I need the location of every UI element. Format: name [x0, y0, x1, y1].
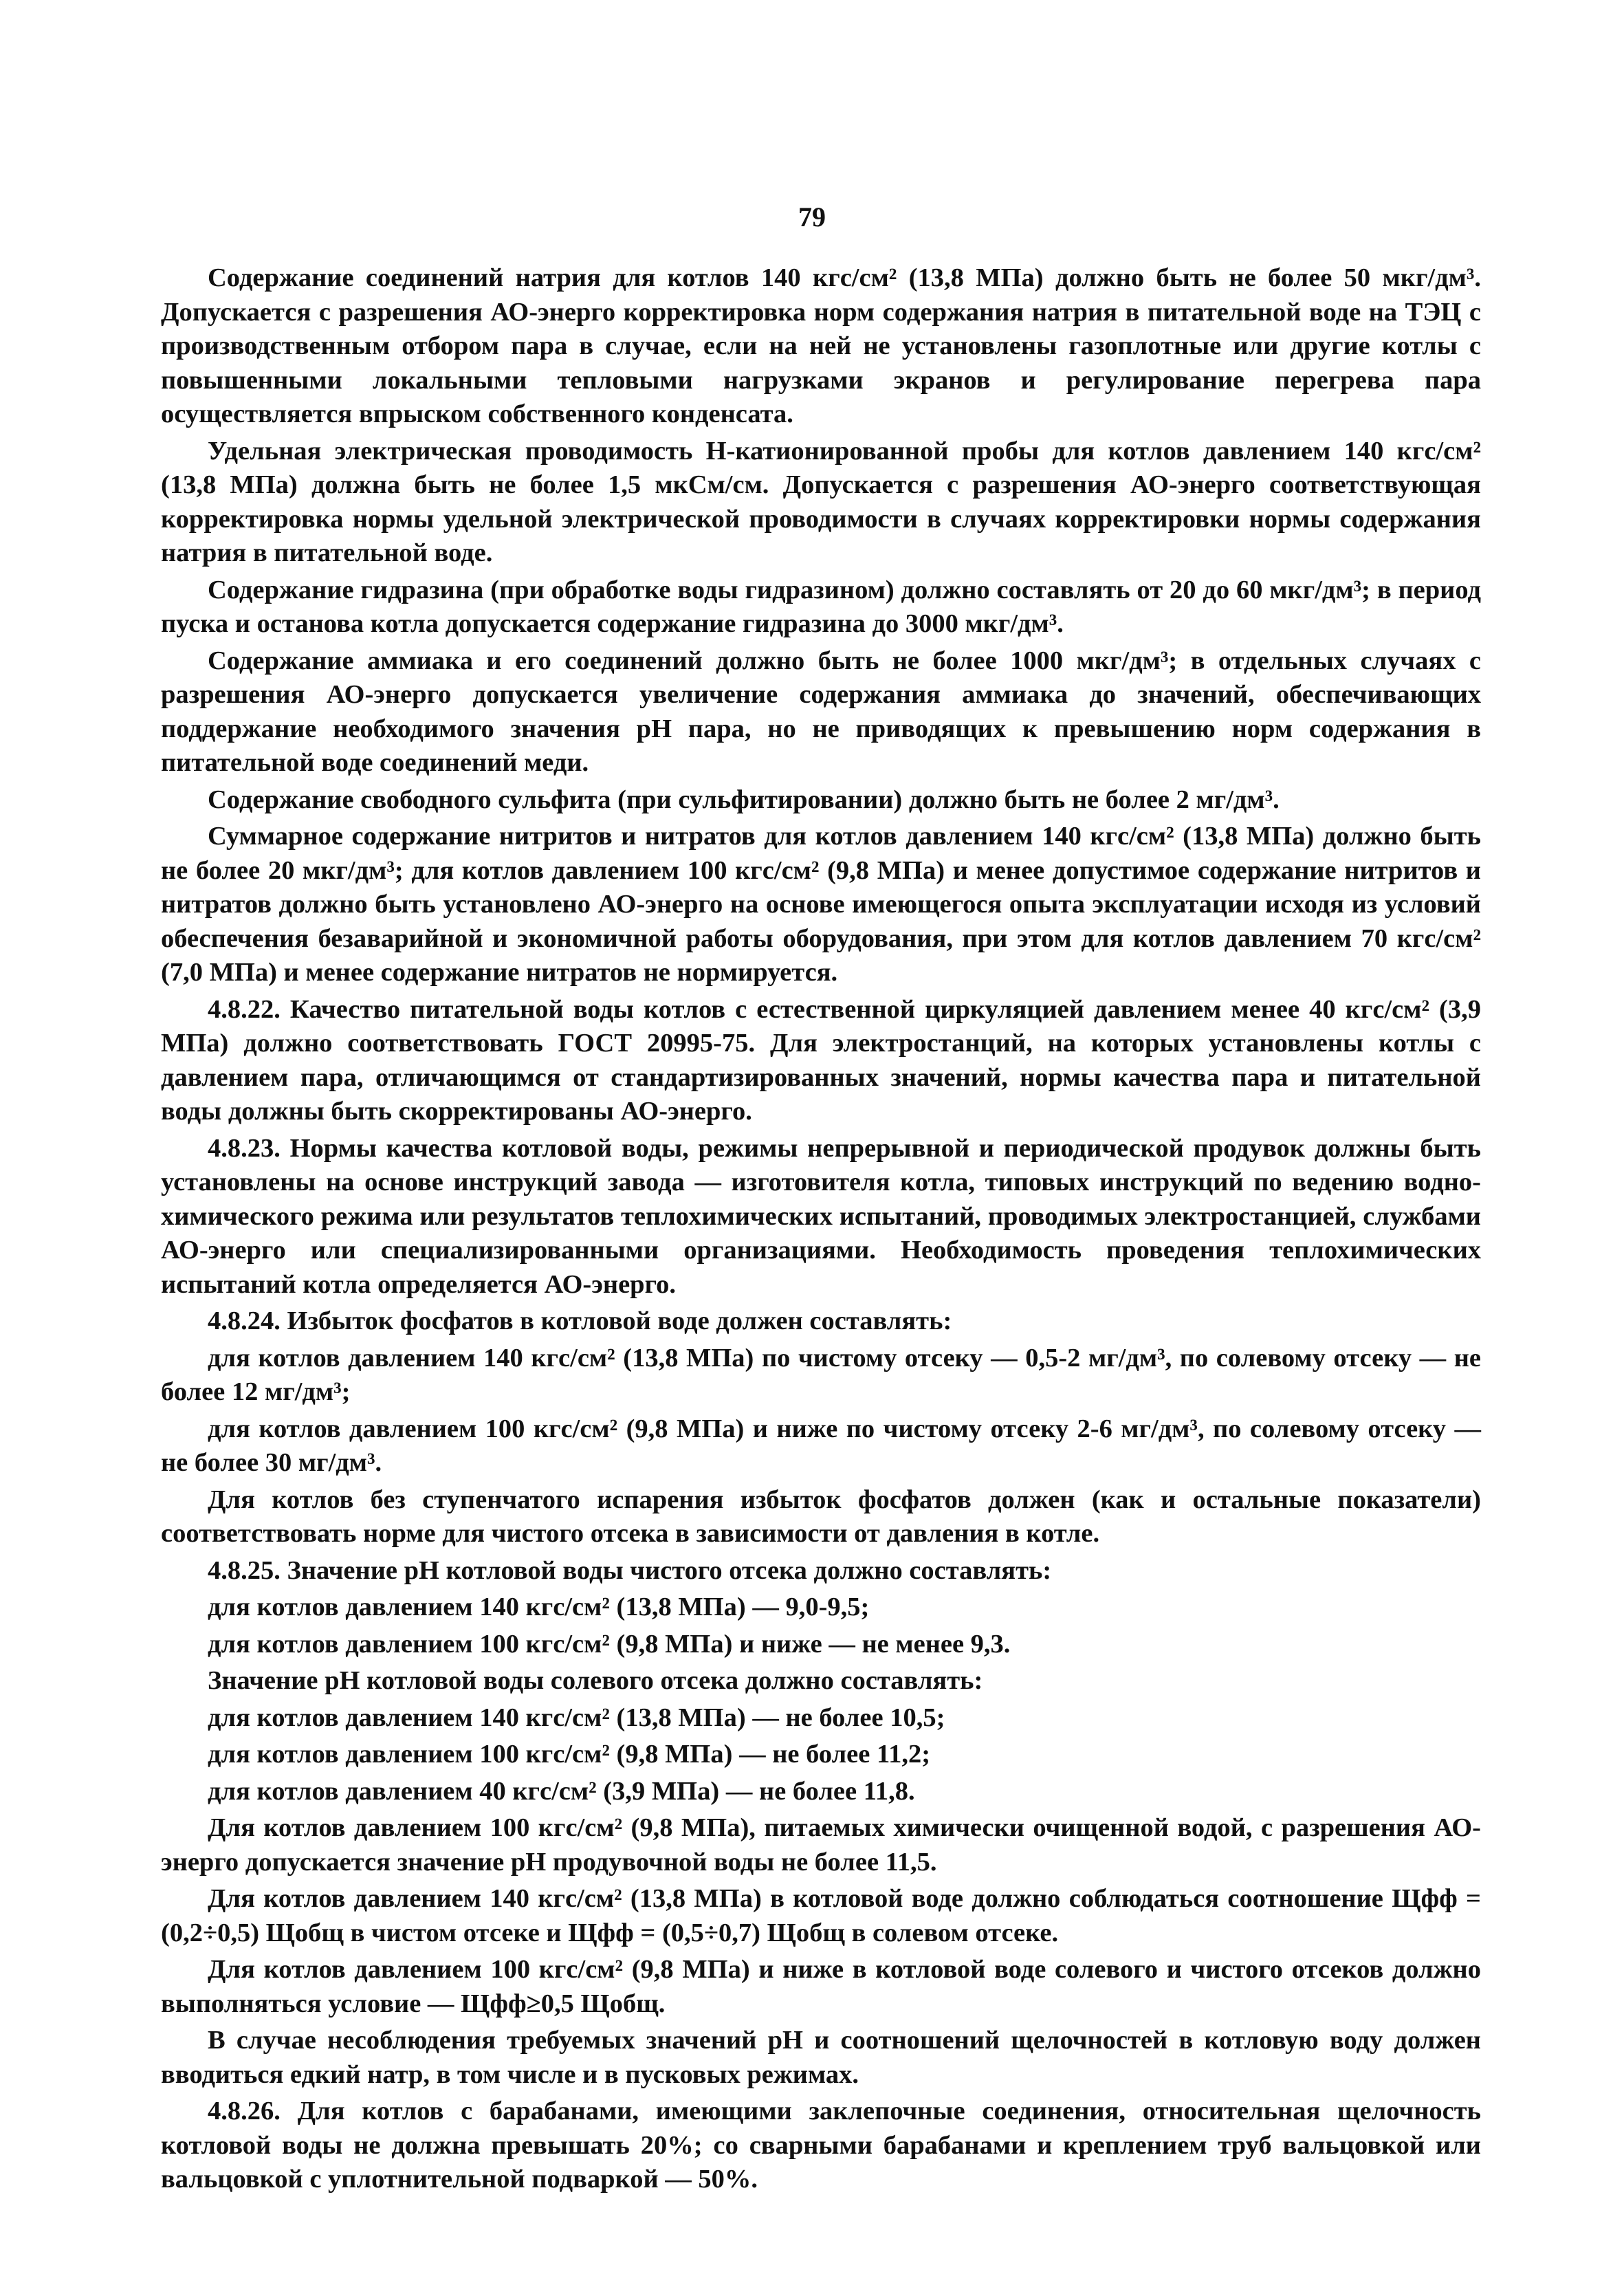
paragraph-conductivity: Удельная электрическая проводимость Н-катионированной пробы для котлов давлением 140 кгс/см² (13,8 МПа) должна быть не более 1,5 мкСм/см. Допускается с разрешения АО-энерго соответствующая корректировка нормы удельной электрической проводимости в случаях корректировки нормы содержания натрия в питательной воде.	[161, 436, 1481, 567]
paragraph-4-8-26: 4.8.26. Для котлов с барабанами, имеющими заклепочные соединения, относительная щелочность котловой воды не должна превышать 20%; со сварными барабанами и креплением труб вальцовкой или вальцовкой с уплотнительной подваркой — 50%.	[161, 2097, 1481, 2194]
paragraph-4-8-22: 4.8.22. Качество питательной воды котлов с естественной циркуляцией давлением менее 40 кгс/см² (3,9 МПа) должно соответствовать ГОСТ 20995-75. Для электростанций, на которых установлены котлы с давлением пара, отличающимся от стандартизированных значений, нормы качества пара и питательной воды должны быть скорректированы АО-энерго.	[161, 994, 1481, 1126]
paragraph-alkalinity-100: Для котлов давлением 100 кгс/см² (9,8 МПа) и ниже в котловой воде солевого и чистого отсеков должно выполняться условие — Щфф≥0,5 Щобщ.	[161, 1955, 1481, 2018]
paragraph-4-8-25: 4.8.25. Значение рН котловой воды чистого отсека должно составлять:	[208, 1555, 1052, 1585]
paragraph-sulfite: Содержание свободного сульфита (при сульфитировании) должно быть не более 2 мг/дм³.	[208, 785, 1280, 814]
paragraph-ph-blowdown: Для котлов давлением 100 кгс/см² (9,8 МПа), питаемых химически очищенной водой, с разрешения АО-энерго допускается значение рН продувочной воды не более 11,5.	[161, 1813, 1481, 1877]
paragraph-phosphates-no-stage: Для котлов без ступенчатого испарения избыток фосфатов должен (как и остальные показатели) соответствовать норме для чистого отсека в зависимости от давления в котле.	[161, 1485, 1481, 1548]
paragraph-alkalinity-140: Для котлов давлением 140 кгс/см² (13,8 МПа) в котловой воде должно соблюдаться соотношение Щфф = (0,2÷0,5) Щобщ в чистом отсеке и Щфф = (0,5÷0,7) Щобщ в солевом отсеке.	[161, 1884, 1481, 1947]
paragraph-4-8-23: 4.8.23. Нормы качества котловой воды, режимы непрерывной и периодической продувок должны быть установлены на основе инструкций завода — изготовителя котла, типовых инструкций по ведению водно-химического режима или результатов теплохимических испытаний, проводимых электростанцией, службами АО-энерго или специализированными организациями. Необходимость проведения теплохимических испытаний котла определяется АО-энерго.	[161, 1133, 1481, 1299]
paragraph-caustic-soda: В случае несоблюдения требуемых значений рН и соотношений щелочностей в котловую воду должен вводиться едкий натр, в том числе и в пусковых режимах.	[161, 2026, 1481, 2089]
list-item: для котлов давлением 140 кгс/см² (13,8 МПа) — 9,0-9,5;	[208, 1593, 870, 1621]
list-item: для котлов давлением 40 кгс/см² (3,9 МПа) — не более 11,8.	[208, 1776, 915, 1806]
list-item: для котлов давлением 100 кгс/см² (9,8 МПа) — не более 11,2;	[208, 1740, 931, 1769]
paragraph-hydrazine: Содержание гидразина (при обработке воды гидразином) должно составлять от 20 до 60 мкг/дм³; в период пуска и останова котла допускается содержание гидразина до 3000 мкг/дм³.	[161, 575, 1481, 638]
paragraph-ammonia: Содержание аммиака и его соединений должно быть не более 1000 мкг/дм³; в отдельных случаях с разрешения АО-энерго допускается увеличение содержания аммиака до значений, обеспечивающих поддержание необходимого значения рН пара, но не приводящих к превышению норм содержания в питательной воде соединений меди.	[161, 646, 1481, 777]
paragraph-nitrites: Суммарное содержание нитритов и нитратов для котлов давлением 140 кгс/см² (13,8 МПа) должно быть не более 20 мкг/дм³; для котлов давлением 100 кгс/см² (9,8 МПа) и менее допустимое содержание нитритов и нитратов должно быть установлено АО-энерго на основе имеющегося опыта эксплуатации исходя из условий обеспечения безаварийной и экономичной работы оборудования, при этом для котлов давлением 70 кгс/см² (7,0 МПа) и менее содержание нитратов не нормируется.	[161, 822, 1481, 987]
paragraph-phosphates-100: для котлов давлением 100 кгс/см² (9,8 МПа) и ниже по чистому отсеку 2-6 мг/дм³, по солевому отсеку — не более 30 мг/дм³.	[161, 1414, 1481, 1477]
page-number: 79	[798, 201, 826, 232]
list-item: для котлов давлением 100 кгс/см² (9,8 МПа) и ниже — не менее 9,3.	[208, 1629, 1011, 1659]
paragraph-ph-salt: Значение рН котловой воды солевого отсека должно составлять:	[208, 1666, 983, 1695]
list-item: для котлов давлением 140 кгс/см² (13,8 МПа) — не более 10,5;	[208, 1703, 945, 1732]
paragraph-4-8-24: 4.8.24. Избыток фосфатов в котловой воде должен составлять:	[208, 1307, 952, 1335]
body-text	[161, 261, 1481, 2200]
paragraph-phosphates-140: для котлов давлением 140 кгс/см² (13,8 МПа) по чистому отсеку — 0,5-2 мг/дм³, по солевому отсеку — не более 12 мг/дм³;	[161, 1343, 1481, 1406]
paragraph-sodium: Содержание соединений натрия для котлов 140 кгс/см² (13,8 МПа) должно быть не более 50 мкг/дм³. Допускается с разрешения АО-энерго корректировка норм содержания натрия в питательной воде на ТЭЦ с производственным отбором пара в случае, если на ней не установлены газоплотные или другие котлы с повышенными локальными тепловыми нагрузками экранов и регулирование перегрева пара осуществляется впрыском собственного конденсата.	[161, 263, 1481, 428]
